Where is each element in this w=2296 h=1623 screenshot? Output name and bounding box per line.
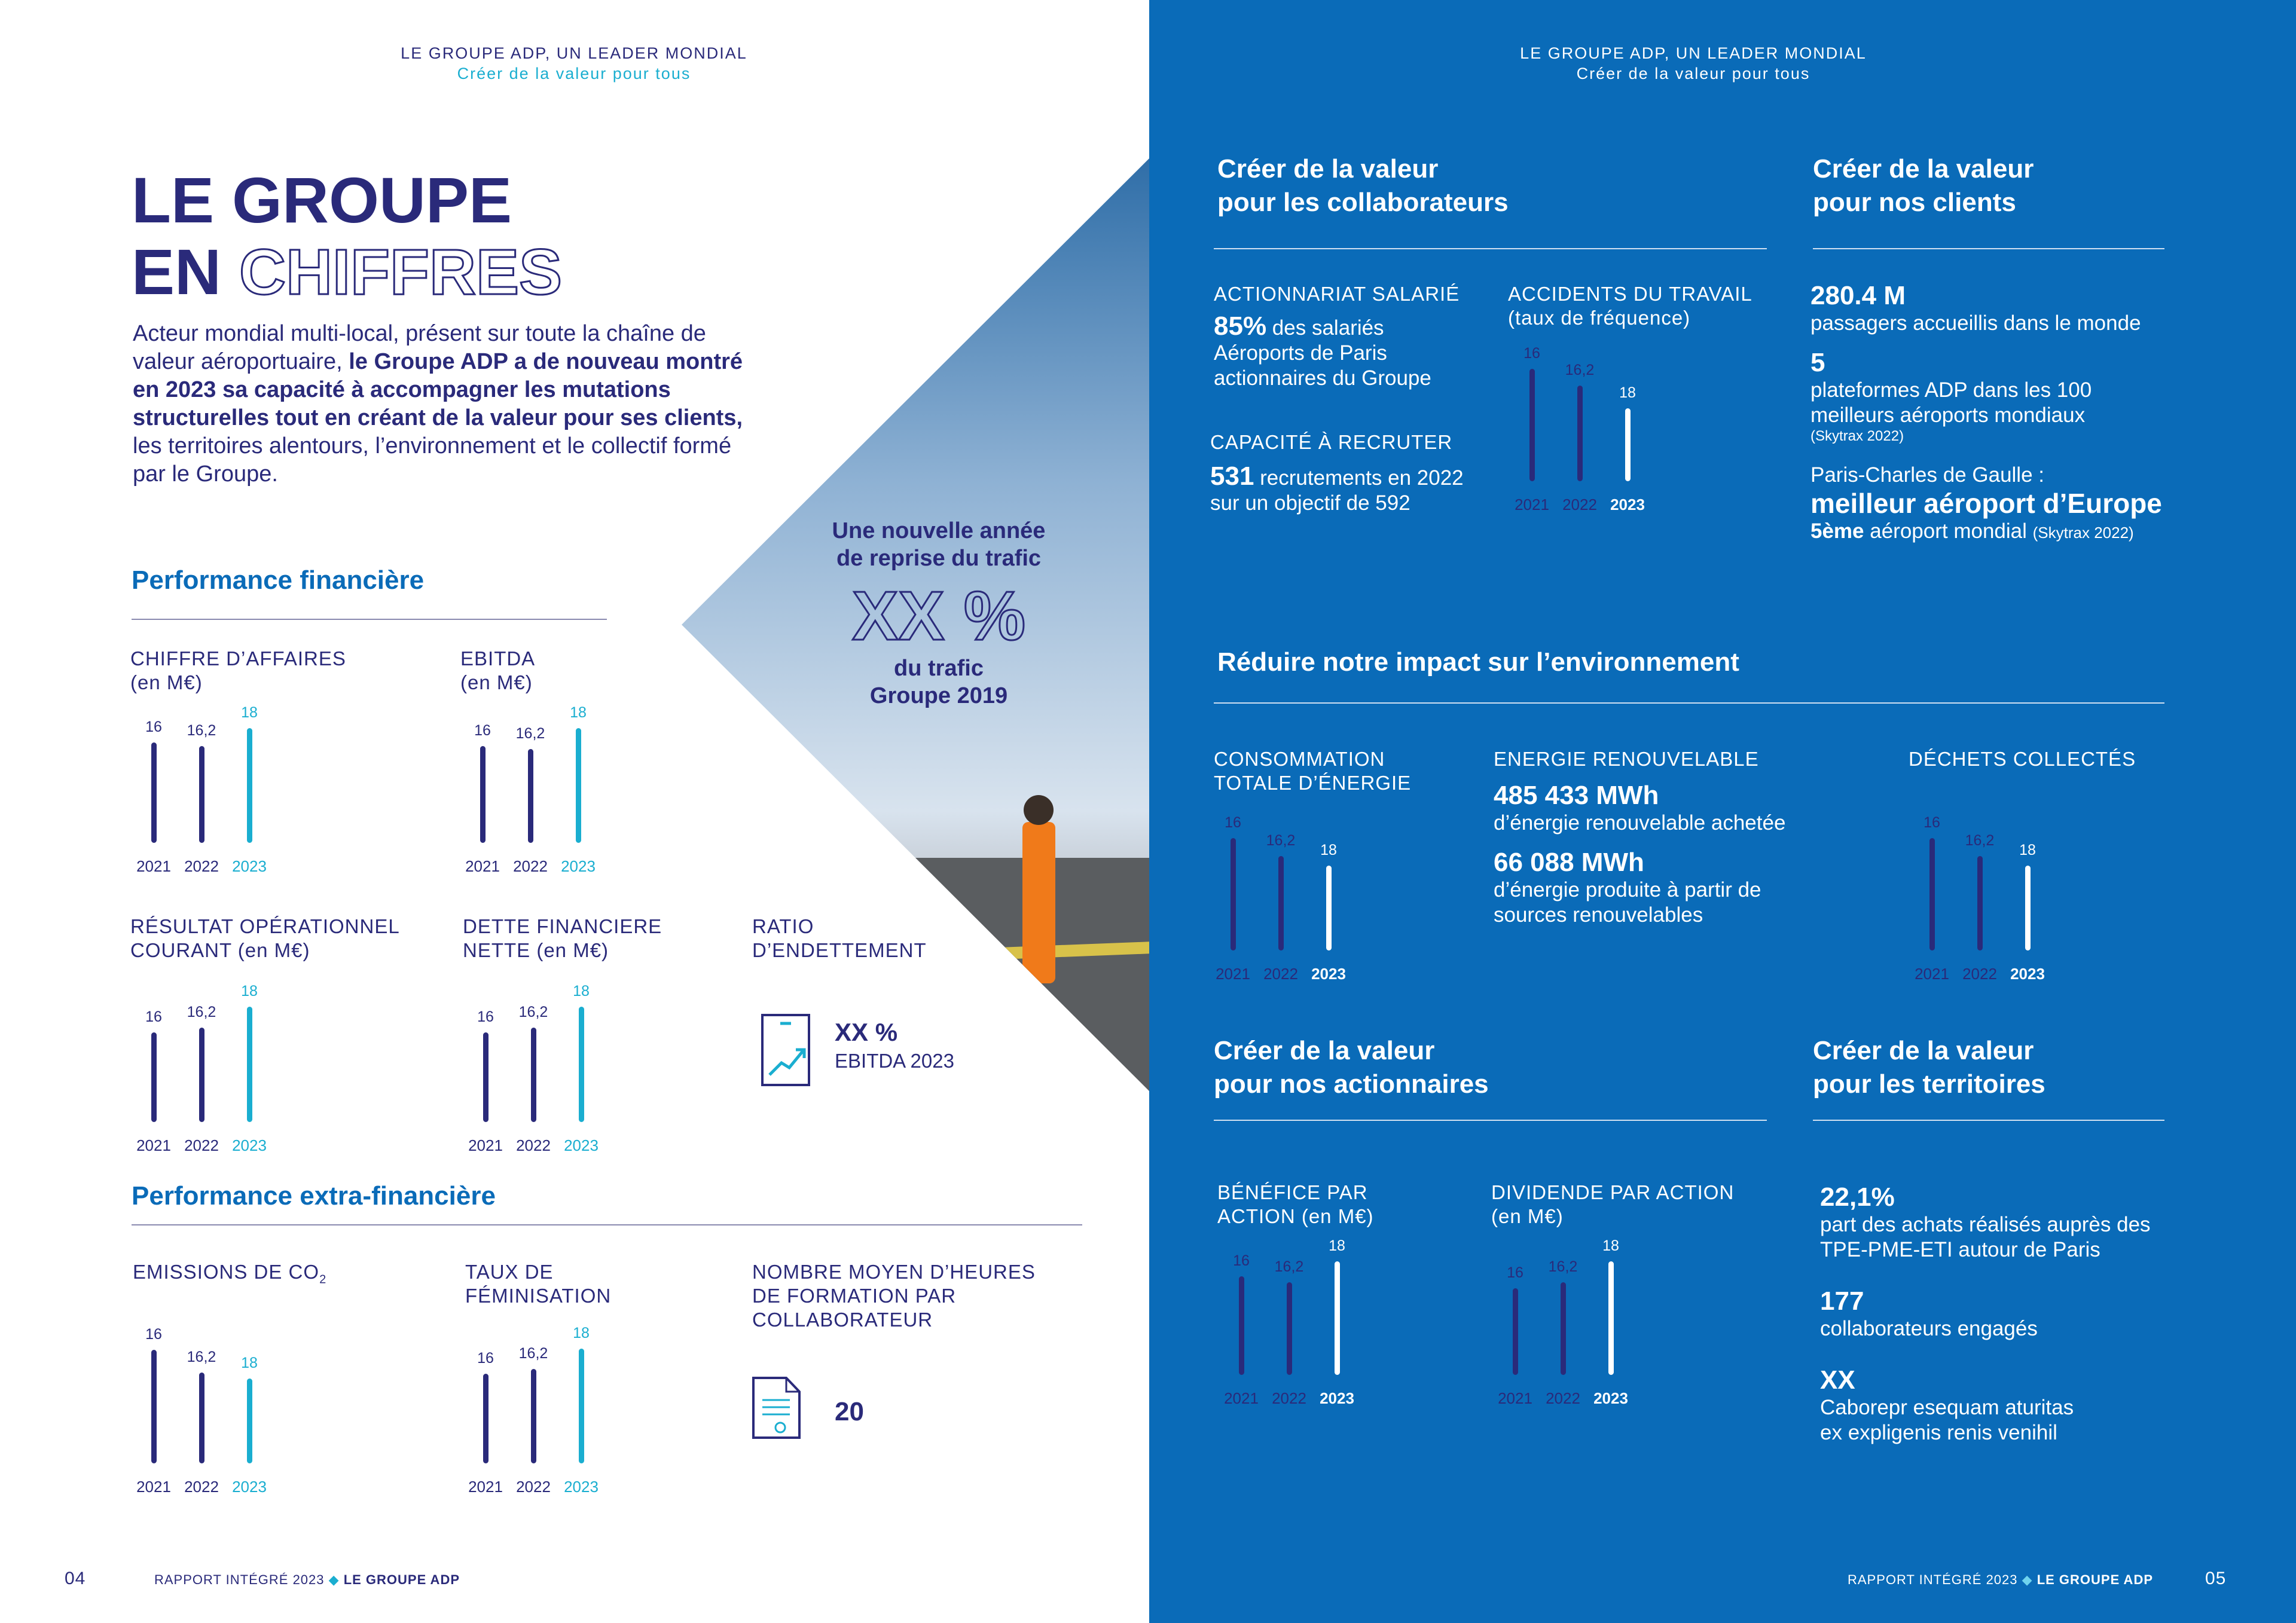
co2-year-2022: 2022: [184, 1478, 219, 1496]
co2-label-text: EMISSIONS DE CO: [133, 1261, 320, 1283]
dette-bar-label-2022: 16,2: [518, 1004, 548, 1020]
extra-perf-title: Performance extra-financière: [132, 1181, 496, 1211]
ca-bar-2022: [199, 746, 204, 843]
left-page-number: 04: [65, 1569, 86, 1588]
form-value: 20: [835, 1397, 864, 1426]
roc-bar-label-2023: 18: [241, 983, 258, 1000]
bpa-bar-label-2022: 16,2: [1274, 1258, 1304, 1275]
dpa-label1: DIVIDENDE PAR ACTION: [1491, 1181, 1735, 1203]
page-title: [132, 164, 562, 308]
terr-t3a: Caborepr esequam aturitas: [1820, 1396, 2074, 1419]
clients-title2: pour nos clients: [1813, 188, 2016, 217]
rec-text2: sur un objectif de 592: [1210, 491, 1410, 515]
dpa-label: [1491, 1181, 1734, 1228]
roc-label2: COURANT (en M€): [130, 939, 310, 961]
co2-sub: 2: [319, 1273, 327, 1286]
dette-bar-label-2021: 16: [477, 1008, 494, 1025]
ebitda-bar-2021: [480, 746, 486, 843]
bpa-bar-2022: [1287, 1282, 1292, 1375]
form-label3: COLLABORATEUR: [752, 1309, 933, 1331]
share-rule: [1214, 1120, 1767, 1121]
dpa-year-2021: 2021: [1498, 1389, 1532, 1407]
roc-year-2021: 2021: [136, 1136, 171, 1154]
cdg-rank: 5ème: [1810, 519, 1864, 543]
act-value: 85%: [1214, 311, 1267, 341]
rec-label: CAPACITÉ À RECRUTER: [1210, 431, 1453, 453]
ratio-sub: EBITDA 2023: [835, 1050, 954, 1072]
fem-label1: TAUX DE: [465, 1261, 554, 1283]
ca-label2: (en M€): [130, 671, 203, 693]
fin-perf-title: Performance financière: [132, 566, 425, 595]
co2-label: [133, 1260, 326, 1292]
page-title-line2: [132, 236, 562, 308]
conso-bar-2022: [1278, 856, 1284, 950]
dpa-bar-label-2022: 16,2: [1548, 1258, 1578, 1275]
traffic-line4: Groupe 2019: [869, 683, 1008, 708]
ca-bar-label-2021: 16: [145, 719, 162, 735]
dech-label: DÉCHETS COLLECTÉS: [1909, 748, 2136, 770]
terr-t1a: part des achats réalisés auprès des: [1820, 1213, 2151, 1236]
form-label1: NOMBRE MOYEN D’HEURES: [752, 1261, 1036, 1283]
terr-t2: collaborateurs engagés: [1820, 1317, 2038, 1340]
bpa-year-2021: 2021: [1224, 1389, 1259, 1407]
intro-part2: les territoires alentours, l’environnement et le collectif formé par le Groupe.: [133, 433, 732, 487]
terr-title: [1813, 1034, 2045, 1101]
env-title: Réduire notre impact sur l’environnement: [1217, 647, 1739, 677]
fem-bar-label-2023: 18: [573, 1325, 590, 1341]
dette-year-2021: 2021: [468, 1136, 503, 1154]
left-footer-report: RAPPORT INTÉGRÉ 2023: [154, 1572, 325, 1587]
fem-bar-label-2021: 16: [477, 1350, 494, 1367]
cdg-label: Paris-Charles de Gaulle :: [1810, 463, 2044, 487]
bpa-year-2022: 2022: [1272, 1389, 1306, 1407]
dette-bar-2022: [531, 1028, 536, 1122]
rec-block: [1210, 461, 1464, 516]
extra-rule: [132, 1224, 1082, 1225]
ebitda-bar-label-2022: 16,2: [515, 725, 545, 742]
dpa-year-2023: 2023: [1593, 1389, 1628, 1407]
dette-label1: DETTE FINANCIERE: [463, 915, 662, 937]
right-header-line2: Créer de la valeur pour tous: [1576, 65, 1810, 82]
bpa-label: [1217, 1181, 1374, 1228]
dech-year-2023: 2023: [2010, 965, 2045, 983]
fem-bar-2021: [483, 1374, 488, 1463]
bpa-bar-2023: [1335, 1261, 1340, 1375]
dette-year-2022: 2022: [516, 1136, 551, 1154]
env-rule: [1214, 702, 2164, 704]
acc-bar-label-2023: 18: [1619, 384, 1636, 401]
co2-year-2021: 2021: [136, 1478, 171, 1496]
act-text3: actionnaires du Groupe: [1214, 366, 1431, 390]
ebitda-label: [460, 647, 535, 695]
bpa-bar-2021: [1239, 1276, 1244, 1375]
ebitda-label1: EBITDA: [460, 647, 536, 670]
intro-bold: le Groupe ADP a de nouveau montré en 2023 sa capacité à accompagner les mutations structurelles tout en créant de la valeur pour ses clients,: [133, 349, 743, 430]
fem-year-2021: 2021: [468, 1478, 503, 1496]
conso-year-2023: 2023: [1311, 965, 1346, 983]
enr-block: [1494, 781, 1828, 928]
bpa-bar-label-2023: 18: [1329, 1237, 1345, 1254]
ebitda-bar-label-2023: 18: [570, 704, 587, 721]
acc-label2: (taux de fréquence): [1508, 307, 1691, 329]
collab-title2: pour les collaborateurs: [1217, 188, 1509, 217]
roc-bar-label-2022: 16,2: [187, 1004, 216, 1020]
conso-label1: CONSOMMATION: [1214, 748, 1385, 770]
roc-bar-label-2021: 16: [145, 1008, 162, 1025]
co2-bar-label-2023: 18: [241, 1355, 258, 1371]
bpa-label1: BÉNÉFICE PAR: [1217, 1181, 1368, 1203]
conso-label2: TOTALE D’ÉNERGIE: [1214, 772, 1412, 794]
acc-bar-label-2021: 16: [1523, 345, 1540, 362]
roc-label1: RÉSULTAT OPÉRATIONNEL: [130, 915, 400, 937]
ca-bar-2021: [151, 742, 157, 843]
pax-text: passagers accueillis dans le monde: [1810, 311, 2141, 335]
acc-label: [1508, 282, 1752, 330]
enr-v1: 485 433 MWh: [1494, 781, 1659, 810]
cdg-src: (Skytrax 2022): [2032, 524, 2134, 542]
form-label: [752, 1260, 1036, 1332]
acc-bar-label-2022: 16,2: [1565, 362, 1595, 378]
fin-rule: [132, 619, 607, 620]
fem-label2: FÉMINISATION: [465, 1285, 612, 1307]
left-header: [335, 43, 813, 84]
terr-title2: pour les territoires: [1813, 1069, 2045, 1099]
acc-bar-2021: [1529, 369, 1535, 481]
acc-year-2021: 2021: [1515, 496, 1549, 514]
dech-year-2022: 2022: [1962, 965, 1997, 983]
terr-v1: 22,1%: [1820, 1182, 1895, 1212]
act-label: ACTIONNARIAT SALARIÉ: [1214, 283, 1460, 305]
document-icon: [750, 1375, 804, 1441]
right-page-number: 05: [2205, 1569, 2227, 1588]
conso-bar-label-2023: 18: [1320, 842, 1337, 858]
roc-bar-2022: [199, 1028, 204, 1122]
dette-bar-2021: [483, 1032, 488, 1122]
co2-bar-2023: [247, 1379, 252, 1463]
conso-bar-label-2022: 16,2: [1266, 832, 1296, 849]
traffic-value: XX %: [851, 577, 1026, 655]
fem-year-2022: 2022: [516, 1478, 551, 1496]
dech-bar-label-2022: 16,2: [1965, 832, 1995, 849]
clients-rule: [1813, 248, 2164, 249]
left-header-line1: LE GROUPE ADP, UN LEADER MONDIAL: [401, 44, 747, 62]
right-footer-group: LE GROUPE ADP: [2037, 1572, 2154, 1587]
act-text1: des salariés: [1266, 316, 1384, 340]
dpa-bar-2021: [1513, 1288, 1518, 1375]
acc-year-2023: 2023: [1610, 496, 1645, 514]
right-footer: [1848, 1572, 2153, 1588]
conso-year-2022: 2022: [1263, 965, 1298, 983]
fem-bar-2023: [579, 1349, 584, 1463]
conso-bar-label-2021: 16: [1225, 814, 1241, 831]
enr-t2b: sources renouvelables: [1494, 903, 1703, 927]
dpa-bar-label-2023: 18: [1602, 1237, 1619, 1254]
right-footer-report: RAPPORT INTÉGRÉ 2023: [1848, 1572, 2018, 1587]
intro-text: [133, 320, 761, 488]
fem-bar-2022: [531, 1369, 536, 1463]
act-text2: Aéroports de Paris: [1214, 341, 1387, 365]
ratio-label1: RATIO: [752, 915, 814, 937]
fem-year-2023: 2023: [564, 1478, 599, 1496]
ca-label1: CHIFFRE D’AFFAIRES: [130, 647, 346, 670]
dech-year-2021: 2021: [1915, 965, 1949, 983]
terr-v2: 177: [1820, 1286, 1864, 1316]
dech-bar-label-2023: 18: [2019, 842, 2036, 858]
ebitda-label2: (en M€): [460, 671, 533, 693]
terr-v3: XX: [1820, 1365, 1855, 1395]
traffic-line1: Une nouvelle année: [832, 518, 1046, 543]
terr-block: [1820, 1182, 2179, 1445]
dech-bar-2023: [2025, 866, 2031, 950]
dpa-label2: (en M€): [1491, 1205, 1564, 1227]
plat-text1: plateformes ADP dans les 100: [1810, 378, 2092, 402]
ca-year-2023: 2023: [232, 857, 267, 875]
plat-text2: meilleurs aéroports mondiaux: [1810, 404, 2086, 427]
roc-label: [130, 915, 400, 962]
ca-bar-label-2023: 18: [241, 704, 258, 721]
ratio-label: [752, 915, 927, 962]
roc-year-2022: 2022: [184, 1136, 219, 1154]
act-block: [1214, 311, 1431, 391]
ebitda-year-2021: 2021: [465, 857, 500, 875]
ebitda-bar-label-2021: 16: [474, 722, 491, 739]
ca-label: [130, 647, 346, 695]
co2-bar-2021: [151, 1350, 157, 1463]
dpa-bar-2023: [1608, 1261, 1614, 1375]
clients-title: [1813, 152, 2034, 219]
dette-year-2023: 2023: [564, 1136, 599, 1154]
co2-year-2023: 2023: [232, 1478, 267, 1496]
traffic-line3: du trafic: [894, 656, 984, 681]
share-title2: pour nos actionnaires: [1214, 1069, 1489, 1099]
bpa-bar-label-2021: 16: [1233, 1252, 1250, 1269]
share-title1: Créer de la valeur: [1214, 1036, 1435, 1065]
enr-t2a: d’énergie produite à partir de: [1494, 878, 1761, 901]
dpa-bar-label-2021: 16: [1507, 1264, 1523, 1281]
co2-bar-label-2022: 16,2: [187, 1349, 216, 1365]
collab-title: [1217, 152, 1509, 219]
intro-part1: Acteur mondial multi-local, présent sur toute la chaîne de valeur aéroportuaire,: [133, 321, 706, 374]
rec-text1: recrutements en 2022: [1254, 466, 1464, 490]
traffic-line2: de reprise du trafic: [836, 546, 1042, 571]
plat-src: (Skytrax 2022): [1810, 428, 1904, 444]
ratio-label2: D’ENDETTEMENT: [752, 939, 927, 961]
roc-year-2023: 2023: [232, 1136, 267, 1154]
traffic-block: [804, 517, 1073, 710]
clients-block: [1810, 281, 2193, 545]
pax-value: 280.4 M: [1810, 281, 1906, 310]
left-header-line2: Créer de la valeur pour tous: [457, 65, 691, 82]
terr-title1: Créer de la valeur: [1813, 1036, 2034, 1065]
diamond-icon: ◆: [328, 1572, 340, 1587]
right-header: [1454, 43, 1932, 84]
ca-bar-label-2022: 16,2: [187, 722, 216, 739]
terr-t1b: TPE-PME-ETI autour de Paris: [1820, 1238, 2100, 1261]
bpa-year-2023: 2023: [1320, 1389, 1354, 1407]
acc-bar-2022: [1577, 386, 1583, 481]
page-title-line1: LE GROUPE: [132, 164, 512, 236]
diamond-icon: ◆: [2022, 1572, 2033, 1587]
ca-year-2022: 2022: [184, 857, 219, 875]
page-title-bold: EN: [132, 236, 222, 308]
dette-label2: NETTE (en M€): [463, 939, 609, 961]
collab-rule: [1214, 248, 1767, 249]
ca-year-2021: 2021: [136, 857, 171, 875]
terr-t3b: ex expligenis renis venihil: [1820, 1421, 2057, 1444]
plat-value: 5: [1810, 348, 1825, 377]
right-header-line1: LE GROUPE ADP, UN LEADER MONDIAL: [1520, 44, 1867, 62]
dech-bar-2022: [1977, 856, 1983, 950]
collab-title1: Créer de la valeur: [1217, 154, 1439, 184]
ebitda-year-2023: 2023: [561, 857, 596, 875]
dpa-bar-2022: [1561, 1282, 1566, 1375]
conso-bar-2023: [1326, 866, 1332, 950]
roc-bar-2023: [247, 1007, 252, 1122]
bpa-label2: ACTION (en M€): [1217, 1205, 1374, 1227]
co2-bar-label-2021: 16: [145, 1326, 162, 1343]
page-title-outline: CHIFFRES: [239, 236, 563, 308]
left-footer: [154, 1572, 460, 1588]
ebitda-year-2022: 2022: [513, 857, 548, 875]
cdg-value: meilleur aéroport d’Europe: [1810, 488, 2162, 519]
conso-label: [1214, 747, 1411, 795]
acc-bar-2023: [1625, 408, 1631, 481]
dette-label: [463, 915, 662, 962]
fem-bar-label-2022: 16,2: [518, 1345, 548, 1362]
roc-bar-2021: [151, 1032, 157, 1122]
dette-bar-2023: [579, 1007, 584, 1122]
conso-bar-2021: [1231, 838, 1236, 950]
enr-v2: 66 088 MWh: [1494, 848, 1644, 877]
worker-figure: [1022, 822, 1055, 983]
clients-title1: Créer de la valeur: [1813, 154, 2034, 184]
ratio-value: XX %: [835, 1018, 898, 1046]
ca-bar-2023: [247, 728, 252, 843]
fem-label: [465, 1260, 611, 1308]
chart-trend-icon: [756, 1010, 816, 1091]
enr-label: ENERGIE RENOUVELABLE: [1494, 748, 1759, 770]
dpa-year-2022: 2022: [1546, 1389, 1580, 1407]
co2-bar-2022: [199, 1373, 204, 1463]
ebitda-bar-2023: [576, 728, 581, 843]
rec-value: 531: [1210, 461, 1254, 491]
dette-bar-label-2023: 18: [573, 983, 590, 1000]
acc-label1: ACCIDENTS DU TRAVAIL: [1508, 283, 1752, 305]
form-label2: DE FORMATION PAR: [752, 1285, 957, 1307]
cdg-text: aéroport mondial: [1864, 519, 2033, 543]
acc-year-2022: 2022: [1562, 496, 1597, 514]
left-footer-group: LE GROUPE ADP: [343, 1572, 460, 1587]
enr-t1: d’énergie renouvelable achetée: [1494, 811, 1786, 835]
terr-rule: [1813, 1120, 2164, 1121]
share-title: [1214, 1034, 1489, 1101]
ebitda-bar-2022: [528, 749, 533, 843]
dech-bar-label-2021: 16: [1923, 814, 1940, 831]
dech-bar-2021: [1929, 838, 1935, 950]
conso-year-2021: 2021: [1216, 965, 1250, 983]
